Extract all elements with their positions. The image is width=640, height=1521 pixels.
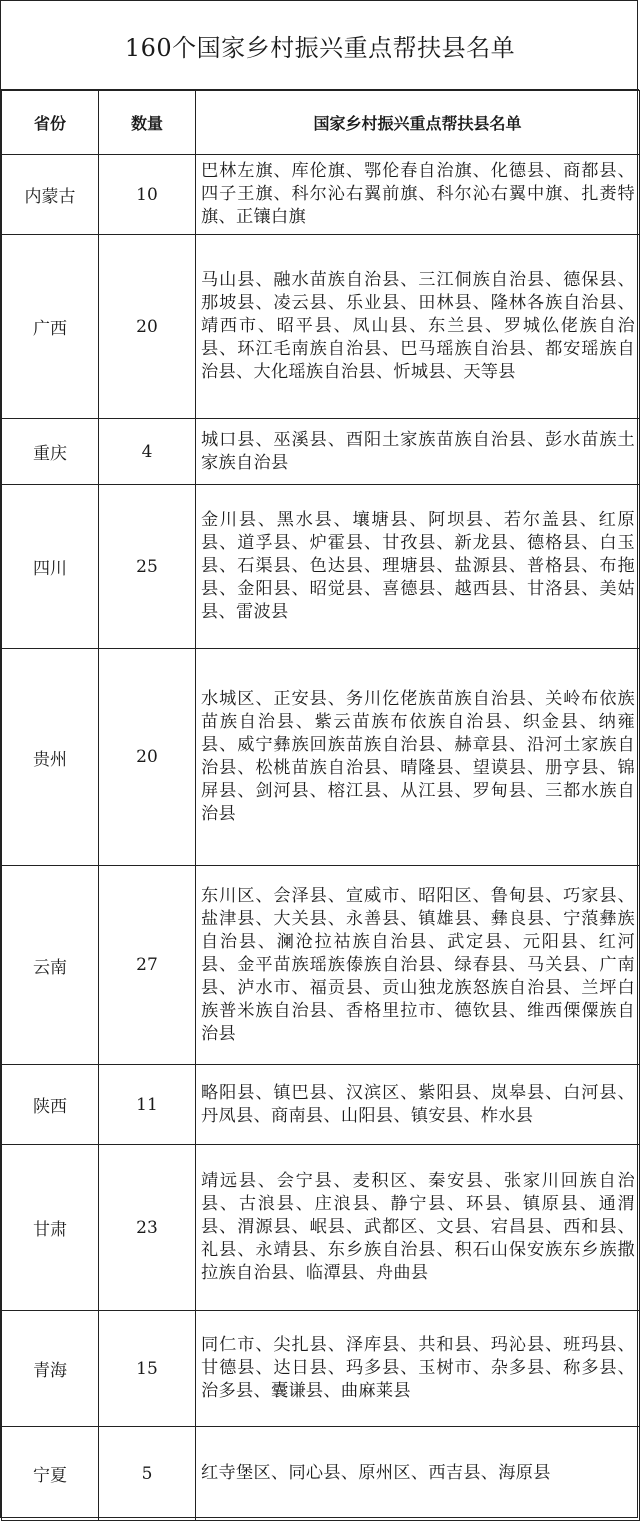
table-row xyxy=(2,1065,640,1145)
count-cell: 25 xyxy=(99,485,196,649)
count-cell: 23 xyxy=(99,1145,196,1311)
count-cell: 5 xyxy=(99,1427,196,1521)
table-row xyxy=(2,235,640,419)
header-list: 国家乡村振兴重点帮扶县名单 xyxy=(196,91,640,155)
county-list-cell: 靖远县、会宁县、麦积区、秦安县、张家川回族自治县、古浪县、庄浪县、静宁县、环县、镇原县、通渭县、渭源县、岷县、武都区、文县、宕昌县、西和县、礼县、永靖县、东乡族自治县、积石山保安族东乡族撒拉族自治县、临潭县、舟曲县 xyxy=(196,1145,640,1311)
province-cell: 重庆 xyxy=(2,419,99,485)
province-cell: 内蒙古 xyxy=(2,155,99,235)
county-table xyxy=(1,90,640,1521)
table-row xyxy=(2,419,640,485)
province-cell: 甘肃 xyxy=(2,1145,99,1311)
count-cell: 20 xyxy=(99,235,196,419)
province-cell: 陕西 xyxy=(2,1065,99,1145)
province-cell: 青海 xyxy=(2,1311,99,1427)
table-row xyxy=(2,1311,640,1427)
county-list-cell: 马山县、融水苗族自治县、三江侗族自治县、德保县、那坡县、凌云县、乐业县、田林县、隆林各族自治县、靖西市、昭平县、凤山县、东兰县、罗城仫佬族自治县、环江毛南族自治县、巴马瑶族自治县、都安瑶族自治县、大化瑶族自治县、忻城县、天等县 xyxy=(196,235,640,419)
county-list-cell: 巴林左旗、库伦旗、鄂伦春自治旗、化德县、商都县、四子王旗、科尔沁右翼前旗、科尔沁右翼中旗、扎赉特旗、正镶白旗 xyxy=(196,155,640,235)
county-list-cell: 水城区、正安县、务川仡佬族苗族自治县、关岭布依族苗族自治县、紫云苗族布依族自治县、织金县、纳雍县、威宁彝族回族苗族自治县、赫章县、沿河土家族自治县、松桃苗族自治县、晴隆县、望谟县、册亨县、锦屏县、剑河县、榕江县、从江县、罗甸县、三都水族自治县 xyxy=(196,649,640,866)
table-header-row xyxy=(2,91,640,155)
count-cell: 15 xyxy=(99,1311,196,1427)
province-cell: 宁夏 xyxy=(2,1427,99,1521)
page-title: 160个国家乡村振兴重点帮扶县名单 xyxy=(1,1,639,91)
table-row xyxy=(2,649,640,866)
province-cell: 贵州 xyxy=(2,649,99,866)
county-list-cell: 略阳县、镇巴县、汉滨区、紫阳县、岚皋县、白河县、丹凤县、商南县、山阳县、镇安县、柞水县 xyxy=(196,1065,640,1145)
count-cell: 27 xyxy=(99,866,196,1065)
count-cell: 11 xyxy=(99,1065,196,1145)
table-row xyxy=(2,1427,640,1521)
county-list-cell: 东川区、会泽县、宣威市、昭阳区、鲁甸县、巧家县、盐津县、大关县、永善县、镇雄县、彝良县、宁蒗彝族自治县、澜沧拉祜族自治县、武定县、元阳县、红河县、金平苗族瑶族傣族自治县、绿春县、马关县、广南县、泸水市、福贡县、贡山独龙族怒族自治县、兰坪白族普米族自治县、香格里拉市、德钦县、维西傈僳族自治县 xyxy=(196,866,640,1065)
table-row xyxy=(2,1145,640,1311)
county-list-cell: 城口县、巫溪县、酉阳土家族苗族自治县、彭水苗族土家族自治县 xyxy=(196,419,640,485)
count-cell: 4 xyxy=(99,419,196,485)
province-cell: 四川 xyxy=(2,485,99,649)
county-list-cell: 金川县、黑水县、壤塘县、阿坝县、若尔盖县、红原县、道孚县、炉霍县、甘孜县、新龙县、德格县、白玉县、石渠县、色达县、理塘县、盐源县、普格县、布拖县、金阳县、昭觉县、喜德县、越西县、甘洛县、美姑县、雷波县 xyxy=(196,485,640,649)
table-row xyxy=(2,155,640,235)
table-row xyxy=(2,866,640,1065)
province-cell: 广西 xyxy=(2,235,99,419)
province-cell: 云南 xyxy=(2,866,99,1065)
header-count: 数量 xyxy=(99,91,196,155)
count-cell: 10 xyxy=(99,155,196,235)
header-province: 省份 xyxy=(2,91,99,155)
count-cell: 20 xyxy=(99,649,196,866)
county-list-cell: 红寺堡区、同心县、原州区、西吉县、海原县 xyxy=(196,1427,640,1521)
county-list-cell: 同仁市、尖扎县、泽库县、共和县、玛沁县、班玛县、甘德县、达日县、玛多县、玉树市、杂多县、称多县、治多县、囊谦县、曲麻莱县 xyxy=(196,1311,640,1427)
table-row xyxy=(2,485,640,649)
